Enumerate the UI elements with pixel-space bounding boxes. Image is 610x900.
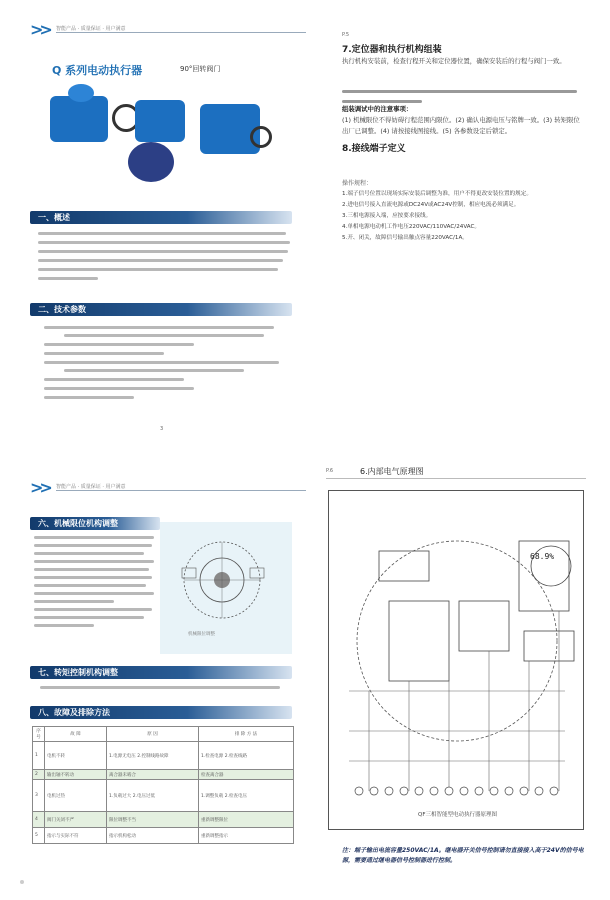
left-header-text: 智能产品 · 质量保证 · 用户满意: [56, 26, 126, 32]
page-number-right-top: P.5: [342, 32, 350, 38]
fault-table: [32, 726, 294, 844]
operation-item: 3.三相电源接入端，应按要求接线。: [342, 213, 432, 219]
cell-fix: 重新调整限位: [199, 812, 294, 828]
wiring-diagram: [328, 490, 584, 830]
col-header-fix: 排 除 方 法: [199, 727, 294, 742]
operation-item: 1.端子信号位置以现场实际安装后调整为准，用户不得更改安装位置的规定。: [342, 191, 532, 197]
col-header-no: 序号: [33, 727, 45, 742]
cell-cause: 限位调整不当: [107, 812, 199, 828]
notes-text: (1) 机械限位不得妨碍行程范围内限位。(2) 确认电源电压与铭牌一致。(3) 转矩限位出厂已调整。(4) 请按接线图接线。(5) 各参数设定后锁定。: [342, 116, 580, 135]
cell-fix: 1.调整负载 2.检查电压: [199, 780, 294, 812]
heading-7-blur: [342, 90, 582, 103]
section2-bar: 二、技术参数: [30, 303, 292, 316]
cell-fault: 阀门关闭不严: [45, 812, 107, 828]
heading-7-paragraph: 执行机构安装前，检查行程开关和定位器位置，确保安装后的行程与阀门一致。: [342, 57, 566, 65]
section8-bar: 八、故障及排除方法: [30, 706, 292, 719]
cell-no: 3: [33, 780, 45, 812]
operation-title: 操作规程：: [342, 180, 373, 187]
table-row: [33, 812, 294, 828]
section1-bar: 一、概述: [30, 211, 292, 224]
page-number-right-bottom: P.6: [326, 468, 334, 474]
display-readout: 68.9%: [530, 552, 555, 561]
section6-body: [34, 536, 160, 627]
page-number-left-top: 3: [160, 426, 164, 432]
mech-diagram-svg: [160, 522, 292, 654]
diagram-title-divider: [326, 478, 586, 479]
cell-fix: 重新调整指示: [199, 828, 294, 844]
table-row: [33, 780, 294, 812]
product-subtitle: 90°回转阀门: [180, 65, 221, 73]
header-chevron-icon-2: >>: [30, 478, 49, 497]
cell-fault: 输出轴不转动: [45, 770, 107, 780]
operation-item: 5.开、闭关，故障信号输出触点容量220VAC/1A。: [342, 235, 468, 241]
cell-no: 4: [33, 812, 45, 828]
actuator-image-1-cap: [68, 84, 94, 102]
col-header-fault: 故 障: [45, 727, 107, 742]
cell-cause: 1.电源无电压 2.控制线路故障: [107, 742, 199, 770]
header-divider: [56, 32, 306, 33]
product-title: Q 系列电动执行器: [52, 64, 143, 77]
section7-bar: 七、转矩控制机构调整: [30, 666, 292, 679]
section7-body: [40, 686, 290, 689]
cell-fault: 指示与实际不符: [45, 828, 107, 844]
actuator-image-2: [135, 100, 185, 142]
cell-fix: 1.检查电源 2.检查线路: [199, 742, 294, 770]
cell-fix: 检查离合器: [199, 770, 294, 780]
actuator-image-1: [50, 96, 108, 142]
col-header-cause: 原 因: [107, 727, 199, 742]
table-row: [33, 770, 294, 780]
table-row: [33, 828, 294, 844]
operation-list: [342, 190, 582, 243]
left-header-text-2: 智能产品 · 质量保证 · 用户满意: [56, 484, 126, 490]
section2-body: [44, 326, 284, 399]
cell-cause: 指示机构松动: [107, 828, 199, 844]
mech-diagram-caption: 机械限位调整: [188, 632, 215, 637]
cell-no: 2: [33, 770, 45, 780]
header-divider-2: [56, 490, 306, 491]
diagram-title: 6.内部电气原理图: [360, 467, 424, 476]
cell-no: 1: [33, 742, 45, 770]
diagram-caption: QF三相智能型电动执行器原理图: [418, 812, 497, 818]
heading-7: 7.定位器和执行机构组装: [342, 45, 442, 55]
diagram-note: 注：端子输出电流容量250VAC/1A。继电器开关信号控制请勿直接接入高于24V的信号电源，需要通过继电器信号控制器进行控制。: [342, 847, 584, 864]
fault-table-header: [33, 727, 294, 742]
table-row: [33, 742, 294, 770]
page-dot: [20, 880, 24, 884]
notes-label: 组装调试中的注意事项：: [342, 105, 413, 113]
cell-fault: 电机过热: [45, 780, 107, 812]
operation-item: 2.进电信号接入直流电源或DC24V或AC24V控制，相应电流必须满足。: [342, 202, 520, 208]
handwheel-icon-2: [250, 126, 272, 148]
actuator-image-3: [200, 104, 260, 154]
cell-cause: 1.负载过大 2.电压过低: [107, 780, 199, 812]
operation-item: 4.单相电源电动机工作电压220VAC/110VAC/24VAC。: [342, 224, 481, 230]
mech-diagram-panel: [160, 522, 292, 654]
header-chevron-icon: >>: [30, 20, 49, 39]
section6-bar: 六、机械限位机构调整: [30, 517, 160, 530]
heading-8: 8.接线端子定义: [342, 144, 406, 154]
butterfly-valve-image: [128, 142, 174, 182]
cell-cause: 离合器未啮合: [107, 770, 199, 780]
cell-no: 5: [33, 828, 45, 844]
cell-fault: 电机不转: [45, 742, 107, 770]
wiring-diagram-svg: [329, 491, 585, 831]
section1-body: [38, 232, 298, 280]
